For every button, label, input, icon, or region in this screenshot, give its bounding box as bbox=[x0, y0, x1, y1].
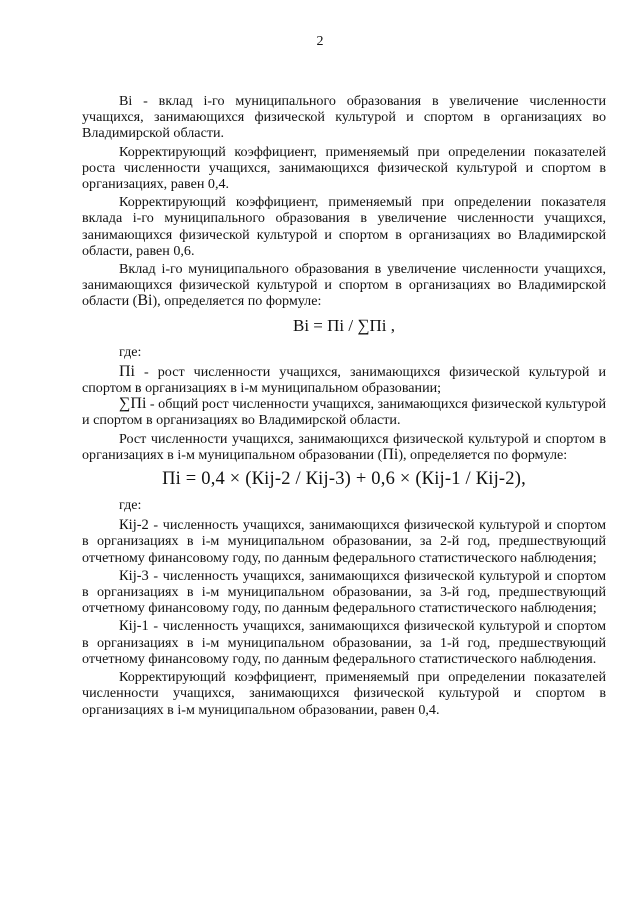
symbol-b-i: Вi bbox=[137, 292, 153, 310]
paragraph-growth-formula-intro bbox=[82, 431, 606, 463]
growth-intro-lead: Рост численности учащихся, занимающихся физической культурой и спортом в организациях в i-м муниципальном образовании ( bbox=[82, 430, 606, 463]
formula-contribution: Вi = Пi / ∑Пi , bbox=[293, 315, 395, 335]
formula-growth: Пi = 0,4 × (Кij-2 / Кij-3) + 0,6 × (Кij-1 / Кij-2), bbox=[162, 469, 526, 490]
symbol-k-j-3: Кij-3 bbox=[119, 567, 149, 584]
definition-sum-p bbox=[82, 396, 606, 428]
definition-k-j-3 bbox=[82, 568, 606, 617]
symbol-k-j-2: Кij-2 bbox=[119, 517, 149, 534]
symbol-p-i: Пi bbox=[119, 362, 135, 380]
paragraph-b-definition: Вi - вклад i-го муниципального образования в увеличение численности учащихся, занимающихся физической культурой и спортом в организациях во Владимирской области. bbox=[82, 93, 606, 142]
where-label-2: где: bbox=[119, 497, 142, 514]
where-label: где: bbox=[119, 343, 142, 360]
paragraph-contribution-coefficient: Корректирующий коэффициент, применяемый при определении показателя вклада i-го муниципального образования в увеличение численности учащихся, занимающихся физической культурой и спортом в организациях во Владимирской области, равен 0,6. bbox=[82, 194, 606, 259]
paragraph-final-coefficient: Корректирующий коэффициент, применяемый при определении показателей численности учащихся, занимающихся физической культурой и спортом в организациях в i-м муниципальном образовании, равен 0,4. bbox=[82, 669, 606, 718]
intro-tail-text: ), определяется по формуле: bbox=[152, 293, 322, 310]
symbol-sum-p: ∑Пi bbox=[119, 395, 147, 413]
document-body bbox=[82, 93, 606, 718]
definition-p-i-text: - рост численности учащихся, занимающихся физической культурой и спортом в организациях в i-м муниципальном образовании; bbox=[82, 363, 606, 397]
definition-k-j-3-text: - численность учащихся, занимающихся физической культурой и спортом в организациях в i-м муниципальном образовании, за 3-й год, предшествующий отчетному финансовому году, по данным федерального статистического наблюдения; bbox=[82, 567, 606, 617]
definition-p-i bbox=[82, 364, 606, 396]
symbol-k-j-1: Кij-1 bbox=[119, 618, 149, 635]
definition-k-j-2 bbox=[82, 517, 606, 566]
symbol-p-i-inline: Пi bbox=[382, 445, 399, 463]
intro-lead-text: Вклад i-го муниципального образования в увеличение численности учащихся, занимающихся физической культурой и спортом в организациях во Владимирской области ( bbox=[82, 261, 606, 310]
definition-k-j-1-text: - численность учащихся, занимающихся физической культурой и спортом в организациях в i-м муниципальном образовании, за 1-й год, предшествующий отчетному финансовому году, по данным федерального статистического наблюдения. bbox=[82, 618, 606, 667]
definition-sum-p-text: - общий рост численности учащихся, занимающихся физической культурой и спортом в организациях во Владимирской области. bbox=[82, 396, 607, 429]
page-number: 2 bbox=[316, 34, 324, 49]
definition-k-j-1 bbox=[82, 618, 606, 667]
paragraph-contribution-formula-intro bbox=[82, 261, 606, 310]
growth-intro-tail: ), определяется по формуле: bbox=[398, 446, 568, 463]
definition-k-j-2-text: - численность учащихся, занимающихся физической культурой и спортом в организациях в i-м муниципальном образовании, за 2-й год, предшествующий отчетному финансовому году, по данным федерального статистического наблюдения; bbox=[82, 517, 606, 566]
paragraph-growth-coefficient: Корректирующий коэффициент, применяемый при определении показателей роста численности учащихся, занимающихся физической культурой и спортом в организациях, равен 0,4. bbox=[82, 143, 606, 193]
